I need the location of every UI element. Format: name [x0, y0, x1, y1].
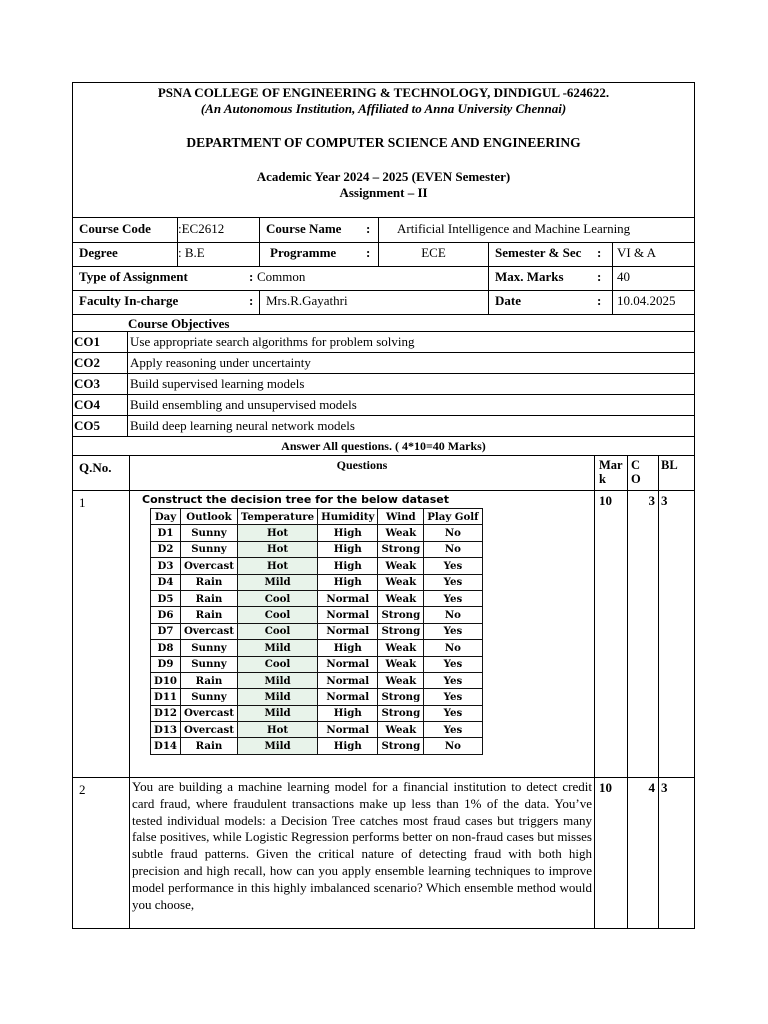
- dataset-column-header: Day: [151, 509, 181, 525]
- assignment-type-colon: :: [249, 269, 254, 284]
- dataset-cell: Weak: [378, 558, 424, 574]
- question-mark: 10: [594, 491, 627, 777]
- dataset-body: [151, 525, 483, 754]
- dataset-cell: Overcast: [181, 705, 238, 721]
- dataset-cell: Yes: [424, 574, 482, 590]
- dataset-cell: No: [424, 607, 482, 623]
- dataset-cell: Normal: [318, 590, 378, 606]
- dataset-cell: Mild: [237, 640, 317, 656]
- course-name-colon: :: [366, 221, 371, 236]
- assignment-type-value: Common: [257, 269, 306, 284]
- co-code: CO3: [74, 376, 100, 391]
- dataset-row: [151, 558, 483, 574]
- course-name-label: Course Name: [259, 218, 365, 242]
- dataset-cell: Rain: [181, 574, 238, 590]
- degree-label: Degree: [79, 245, 118, 260]
- co-code: CO2: [74, 355, 100, 370]
- dataset-row: [151, 738, 483, 754]
- degree-value: : B.E: [177, 242, 259, 266]
- dataset-cell: Mild: [237, 689, 317, 705]
- max-marks-colon: :: [597, 269, 602, 284]
- info-row-type: [73, 266, 694, 291]
- dataset-cell: High: [318, 640, 378, 656]
- dataset-cell: Mild: [237, 738, 317, 754]
- dataset-cell: D14: [151, 738, 181, 754]
- dataset-cell: Yes: [424, 705, 482, 721]
- dataset-cell: Yes: [424, 623, 482, 639]
- dataset-cell: Normal: [318, 722, 378, 738]
- dataset-cell: Hot: [237, 558, 317, 574]
- question-co: 3: [627, 491, 658, 777]
- dataset-cell: Weak: [378, 722, 424, 738]
- dataset-cell: High: [318, 705, 378, 721]
- dataset-cell: Rain: [181, 590, 238, 606]
- dataset-cell: Overcast: [181, 623, 238, 639]
- dataset-cell: D4: [151, 574, 181, 590]
- dataset-cell: Strong: [378, 607, 424, 623]
- dataset-cell: Cool: [237, 607, 317, 623]
- dataset-column-header: Temperature: [237, 509, 317, 525]
- dataset-row: [151, 525, 483, 541]
- dataset-cell: D7: [151, 623, 181, 639]
- dataset-cell: Weak: [378, 656, 424, 672]
- dataset-cell: Rain: [181, 607, 238, 623]
- co-text: Apply reasoning under uncertainty: [127, 353, 313, 373]
- dataset-row: [151, 689, 483, 705]
- bl-header: BL: [658, 456, 694, 490]
- dataset-cell: Sunny: [181, 656, 238, 672]
- dataset-cell: Cool: [237, 590, 317, 606]
- dataset-cell: Yes: [424, 722, 482, 738]
- dataset-cell: D10: [151, 672, 181, 688]
- semester-colon: :: [597, 245, 602, 260]
- faculty-value: Mrs.R.Gayathri: [259, 290, 488, 314]
- dataset-cell: Sunny: [181, 689, 238, 705]
- question-content: [129, 491, 594, 777]
- questions-table: [73, 455, 694, 928]
- dataset-cell: D6: [151, 607, 181, 623]
- co-header: C O: [627, 456, 648, 490]
- dataset-cell: Mild: [237, 574, 317, 590]
- dataset-row: [151, 705, 483, 721]
- dataset-cell: D11: [151, 689, 181, 705]
- course-code-value: :EC2612: [177, 218, 259, 242]
- dataset-row: [151, 656, 483, 672]
- programme-label: Programme: [259, 242, 365, 266]
- co-row: [73, 415, 694, 436]
- dataset-row: [151, 574, 483, 590]
- dataset-row: [151, 541, 483, 557]
- dataset-cell: No: [424, 541, 482, 557]
- co-code: CO1: [74, 334, 100, 349]
- dataset-cell: D5: [151, 590, 181, 606]
- question-row-1: [73, 491, 694, 778]
- document-header: [73, 83, 694, 218]
- dataset-cell: Mild: [237, 672, 317, 688]
- questions-header: Questions: [129, 456, 594, 490]
- dataset-cell: D9: [151, 656, 181, 672]
- dataset-cell: Weak: [378, 574, 424, 590]
- question-content: [129, 778, 594, 928]
- dataset-cell: Overcast: [181, 558, 238, 574]
- date-colon: :: [597, 293, 602, 308]
- programme-colon: :: [366, 245, 371, 260]
- co-row: [73, 373, 694, 394]
- answer-instruction: Answer All questions. ( 4*10=40 Marks): [73, 436, 694, 455]
- max-marks-value: 40: [612, 266, 694, 290]
- question-co: 4: [627, 778, 658, 928]
- dataset-cell: D12: [151, 705, 181, 721]
- dataset-cell: Rain: [181, 672, 238, 688]
- max-marks-label: Max. Marks: [488, 266, 588, 290]
- dataset-cell: Mild: [237, 705, 317, 721]
- dataset-cell: High: [318, 541, 378, 557]
- co-row: [73, 352, 694, 373]
- college-affiliation: (An Autonomous Institution, Affiliated to Anna University Chennai): [200, 101, 567, 116]
- co-text: Build ensembling and unsupervised models: [127, 395, 359, 415]
- semester-value: VI & A: [612, 242, 694, 266]
- dataset-cell: Overcast: [181, 722, 238, 738]
- dataset-cell: Strong: [378, 623, 424, 639]
- course-objectives-heading: Course Objectives: [128, 316, 230, 331]
- dataset-cell: No: [424, 738, 482, 754]
- date-label: Date: [488, 290, 588, 314]
- dataset-cell: D8: [151, 640, 181, 656]
- dataset-cell: Normal: [318, 607, 378, 623]
- questions-header-row: [73, 456, 694, 491]
- co-code: CO4: [74, 397, 100, 412]
- college-name: PSNA COLLEGE OF ENGINEERING & TECHNOLOGY, DINDIGUL -624622.: [157, 85, 610, 100]
- dataset-cell: Normal: [318, 623, 378, 639]
- assignment-type-label: Type of Assignment: [79, 269, 188, 284]
- assignment-title: Assignment – II: [339, 185, 428, 200]
- course-info-table: [73, 218, 694, 315]
- dataset-cell: Strong: [378, 705, 424, 721]
- dataset-cell: Strong: [378, 541, 424, 557]
- department-name: DEPARTMENT OF COMPUTER SCIENCE AND ENGINEERING: [186, 135, 581, 150]
- dataset-cell: Sunny: [181, 541, 238, 557]
- programme-value: ECE: [378, 242, 488, 266]
- dataset-cell: Weak: [378, 525, 424, 541]
- dataset-cell: Yes: [424, 689, 482, 705]
- dataset-column-header: Humidity: [318, 509, 378, 525]
- dataset-row: [151, 590, 483, 606]
- dataset-column-header: Play Golf: [424, 509, 482, 525]
- faculty-colon: :: [249, 293, 254, 308]
- dataset-row: [151, 607, 483, 623]
- dataset-cell: Strong: [378, 689, 424, 705]
- faculty-label: Faculty In-charge: [79, 293, 179, 308]
- dataset-cell: Normal: [318, 672, 378, 688]
- question-bl: 3: [658, 491, 694, 777]
- mark-header: Mar k: [594, 456, 627, 490]
- dataset-cell: Sunny: [181, 525, 238, 541]
- dataset-header-row: [151, 509, 483, 525]
- dataset-cell: Cool: [237, 656, 317, 672]
- question-number: 1: [79, 495, 86, 510]
- dataset-cell: D3: [151, 558, 181, 574]
- co-row: [73, 331, 694, 352]
- co-text: Build deep learning neural network models: [127, 416, 357, 436]
- dataset-column-header: Wind: [378, 509, 424, 525]
- dataset-row: [151, 640, 483, 656]
- dataset-cell: Hot: [237, 525, 317, 541]
- assignment-document: [72, 82, 695, 929]
- semester-label: Semester & Sec: [488, 242, 598, 266]
- dataset-cell: D1: [151, 525, 181, 541]
- date-value: 10.04.2025: [612, 290, 694, 314]
- dataset-cell: No: [424, 640, 482, 656]
- dataset-cell: Normal: [318, 656, 378, 672]
- dataset-cell: Yes: [424, 558, 482, 574]
- info-row-course: [73, 218, 694, 243]
- dataset-cell: No: [424, 525, 482, 541]
- dataset-cell: Yes: [424, 672, 482, 688]
- question-number: 2: [79, 782, 86, 797]
- dataset-cell: Yes: [424, 656, 482, 672]
- dataset-column-header: Outlook: [181, 509, 238, 525]
- dataset-cell: High: [318, 525, 378, 541]
- dataset-cell: D2: [151, 541, 181, 557]
- dataset-image-title: Construct the decision tree for the below dataset: [142, 493, 449, 506]
- info-row-faculty: [73, 290, 694, 314]
- dataset-cell: Rain: [181, 738, 238, 754]
- co-code: CO5: [74, 418, 100, 433]
- dataset-cell: Weak: [378, 672, 424, 688]
- decision-tree-dataset-table: [150, 508, 483, 755]
- question-row-2: [73, 778, 694, 928]
- course-objectives-title: [73, 315, 694, 331]
- dataset-row: [151, 623, 483, 639]
- dataset-cell: High: [318, 558, 378, 574]
- dataset-cell: Yes: [424, 590, 482, 606]
- dataset-cell: Normal: [318, 689, 378, 705]
- course-code-label: Course Code: [79, 221, 151, 236]
- dataset-cell: D13: [151, 722, 181, 738]
- question-bl: 3: [658, 778, 694, 928]
- co-text: Use appropriate search algorithms for problem solving: [127, 332, 416, 352]
- dataset-cell: Sunny: [181, 640, 238, 656]
- dataset-cell: Weak: [378, 640, 424, 656]
- dataset-cell: Strong: [378, 738, 424, 754]
- dataset-row: [151, 672, 483, 688]
- academic-year: Academic Year 2024 – 2025 (EVEN Semester): [256, 169, 511, 184]
- co-text: Build supervised learning models: [127, 374, 306, 394]
- dataset-cell: High: [318, 738, 378, 754]
- dataset-cell: High: [318, 574, 378, 590]
- dataset-cell: Hot: [237, 541, 317, 557]
- course-name-value: Artificial Intelligence and Machine Learning: [378, 218, 694, 242]
- co-row: [73, 394, 694, 415]
- question-text: You are building a machine learning model for a financial institution to detect credit card fraud, where fraudulent transactions make up less than 1% of the data. You’ve tested individual models: a Decision Tree catches most fraud cases but triggers many false positives, while Logistic Regression performs better on non-fraud cases but misses subtle fraud patterns. Given the critical nature of detecting fraud with both high precision and high recall, how can you apply ensemble learning techniques to improve model performance in this highly imbalanced scenario? Which ensemble method would you choose,: [132, 779, 592, 912]
- question-mark: 10: [594, 778, 627, 928]
- dataset-row: [151, 722, 483, 738]
- qno-header: Q.No.: [79, 460, 112, 475]
- dataset-cell: Hot: [237, 722, 317, 738]
- dataset-cell: Cool: [237, 623, 317, 639]
- info-row-degree: [73, 242, 694, 267]
- dataset-cell: Weak: [378, 590, 424, 606]
